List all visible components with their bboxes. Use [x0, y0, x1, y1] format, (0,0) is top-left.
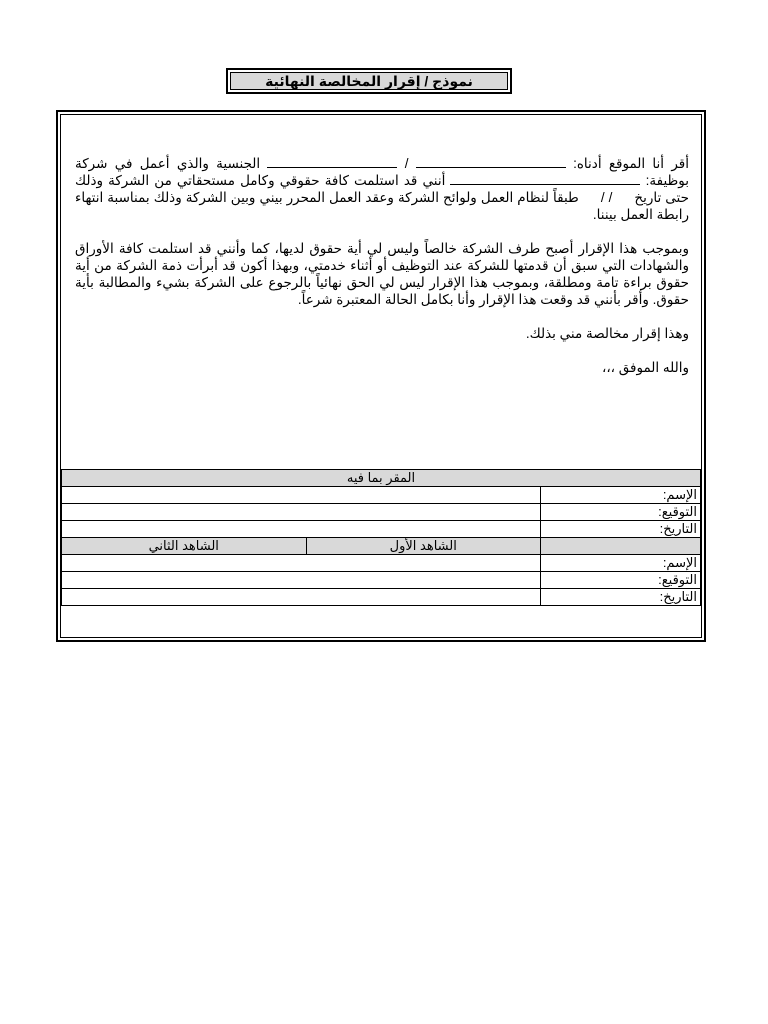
acknowledger-name-field[interactable] [62, 487, 541, 504]
acknowledger-name-row [62, 487, 701, 504]
acknowledger-header: المقر بما فيه [62, 470, 701, 487]
label-name: الإسم: [541, 555, 701, 572]
label-date: التاريخ: [541, 521, 701, 538]
witness-date-row [62, 589, 701, 606]
witness-signature-field[interactable] [62, 572, 541, 589]
paragraph-2: وبموجب هذا الإقرار أصبح طرف الشركة خالصاً وليس لي أية حقوق لديها، كما وأنني قد استلمت كافة الأوراق والشهادات التي سبق أن قدمتها للشركة عند التوظيف أو أثناء خدمتي، وبهذا أكون قد أبرأت ذمة الشركة من أية حقوق براءة تامة ومطلقة، وبموجب هذا الإقرار ليس لي الحق نهائياً بالرجوع على الشركة بشيء والمطالبة بأية حقوق. وأقر بأنني قد وقعت هذا الإقرار وأنا بكامل الحالة المعتبرة شرعاً. [75, 241, 689, 307]
label-date: التاريخ: [541, 589, 701, 606]
nationality-blank[interactable] [267, 155, 397, 168]
witness-header-empty [541, 538, 701, 555]
paragraph-1 [75, 155, 689, 223]
separator: / [404, 156, 409, 171]
label-name: الإسم: [541, 487, 701, 504]
signer-name-blank[interactable] [416, 155, 566, 168]
witness-name-row [62, 555, 701, 572]
witness-signature-row [62, 572, 701, 589]
text-received-rights: أنني قد استلمت كافة حقوقي وكامل مستحقاتي من الشركة وذلك حتى تاريخ [75, 173, 689, 205]
form-inner [60, 114, 702, 638]
date-blank[interactable]: / / [600, 190, 613, 205]
witness-date-field[interactable] [62, 589, 541, 606]
acknowledger-signature-row [62, 504, 701, 521]
form-title: نموذج / إقرار المخالصة النهائية [230, 72, 508, 90]
text-job-title: بوظيفة: [645, 173, 689, 188]
declaration-body [75, 155, 689, 376]
acknowledger-signature-field[interactable] [62, 504, 541, 521]
witness-header-row [62, 538, 701, 555]
witness-name-field[interactable] [62, 555, 541, 572]
form-frame [56, 110, 706, 642]
closing-text: والله الموفق ،،، [601, 360, 689, 375]
text-signer-intro: أقر أنا الموقع أدناه: [573, 156, 689, 171]
acknowledger-date-row [62, 521, 701, 538]
paragraph-3: وهذا إقرار مخالصة مني بذلك. [525, 326, 689, 341]
label-signature: التوقيع: [541, 504, 701, 521]
signature-table [61, 469, 701, 606]
title-box [226, 68, 512, 94]
acknowledger-header-row [62, 470, 701, 487]
text-per-regulations: طبقاً لنظام العمل ولوائح الشركة وعقد العمل المحرر بيني وبين الشركة وذلك بمناسبة انتهاء رابطة العمل بيننا. [75, 190, 689, 222]
witness1-header: الشاهد الأول [306, 538, 540, 555]
text-employed-at: الجنسية والذي أعمل في شركة [75, 156, 261, 171]
label-signature: التوقيع: [541, 572, 701, 589]
witness2-header: الشاهد الثاني [62, 538, 307, 555]
acknowledger-date-field[interactable] [62, 521, 541, 538]
job-title-blank[interactable] [450, 172, 640, 185]
